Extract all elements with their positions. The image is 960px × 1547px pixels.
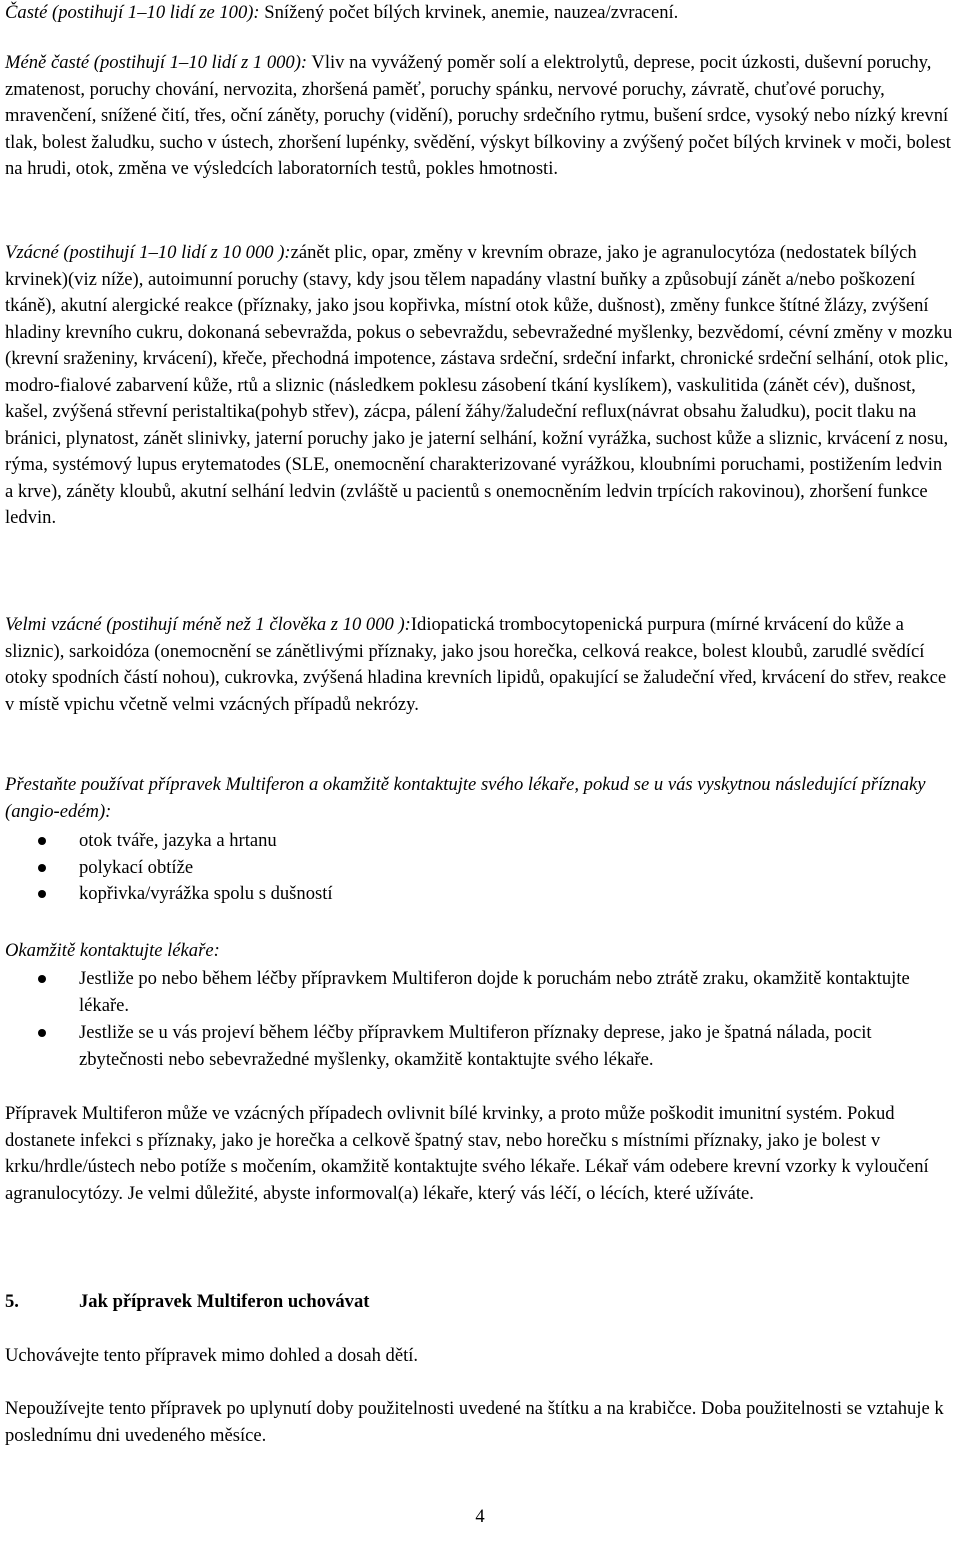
uncommon-side-effects-text: Vliv na vyvážený poměr solí a elektrolytů, deprese, pocit úzkosti, duševní poruchy, zmatenost, poruchy chování, nervozita, zhoršená paměť, poruchy spánku, nervové poruchy, závratě, chuťové poruchy, mravenčení, snížené čití, třes, oční záněty, poruchy (vidění), poruchy srdečního rytmu, bušení srdce, vysoký nebo nízký krevní tlak, bolest žaludku, sucho v ústech, zhoršení lupénky, svědění, výskyt bílkoviny a zvýšený počet bílých krvinek v moči, bolest na hrudi, otok, změna ve výsledcích laboratorních testů, pokles hmotnosti. [5, 52, 951, 179]
stop-using-warning: Přestaňte používat přípravek Multiferon a okamžitě kontaktujte svého lékaře, pokud se u vás vyskytnou následující příznaky (angio-edém): [5, 774, 926, 822]
expiry-date-text: Nepoužívejte tento přípravek po uplynutí doby použitelnosti uvedené na štítku a na krabičce. Doba použitelnosti se vztahuje k poslednímu dni uvedeného měsíce. [5, 1398, 944, 1446]
bullet-icon [38, 837, 46, 845]
section-number: 5. [5, 1291, 19, 1312]
list-item [5, 881, 955, 908]
very-rare-side-effects-text: Idiopatická trombocytopenická purpura (mírné krvácení do kůže a sliznic), sarkoidóza (onemocnění se zánětlivými příznaky, jako jsou horečka, celková reakce, bolest kloubů, zarudlé svědící otoky spodních částí nohou), cukrovka, zvýšená hladina krevních lipidů, opakující se žaludeční vřed, krvácení do střev, reakce v místě vpichu včetně velmi vzácných případů nekrózy. [5, 614, 947, 715]
section-5-heading [5, 1289, 369, 1316]
list-item-text: otok tváře, jazyka a hrtanu [79, 830, 277, 851]
keep-away-from-children-text: Uchovávejte tento přípravek mimo dohled a dosah dětí. [5, 1345, 419, 1366]
contact-doctor-heading: Okamžitě kontaktujte lékaře: [5, 940, 220, 961]
bullet-icon [38, 1029, 46, 1037]
list-item [5, 828, 955, 855]
bullet-icon [38, 864, 46, 872]
common-side-effects-paragraph [5, 0, 678, 27]
uncommon-frequency-label: Méně časté (postihují 1–10 lidí z 1 000): [5, 52, 308, 73]
bullet-icon [38, 890, 46, 898]
list-item-text: kopřivka/vyrážka spolu s dušností [79, 883, 333, 904]
page-number: 4 [475, 1506, 485, 1527]
bullet-icon [38, 975, 46, 983]
section-title: Jak přípravek Multiferon uchovávat [79, 1291, 370, 1312]
list-item-text: Jestliže po nebo během léčby přípravkem Multiferon dojde k poruchám nebo ztrátě zraku, okamžitě kontaktujte lékaře. [79, 968, 910, 1016]
angioedema-symptom-list [5, 828, 955, 908]
common-frequency-label: Časté (postihují 1–10 lidí ze 100): [5, 2, 260, 23]
rare-frequency-label: Vzácné (postihují 1–10 lidí z 10 000 ): [5, 242, 291, 263]
white-blood-cells-note: Přípravek Multiferon může ve vzácných případech ovlivnit bílé krvinky, a proto může poškodit imunitní systém. Pokud dostanete infekci s příznaky, jako je horečka a celkově špatný stav, nebo horečku s místními příznaky, jako je bolest v krku/hrdle/ústech nebo potíže s močením, okamžitě kontaktujte svého lékaře. Lékař vám odebere krevní vzorky k vyloučení agranulocytózy. Je velmi důležité, abyste informoval(a) lékaře, který vás léčí, o lécích, které užíváte. [5, 1103, 929, 1204]
list-item [5, 1020, 955, 1073]
list-item-text: Jestliže se u vás projeví během léčby přípravkem Multiferon příznaky deprese, jako je špatná nálada, pocit zbytečnosti nebo sebevražedné myšlenky, okamžitě kontaktujte svého lékaře. [79, 1022, 872, 1070]
list-item [5, 966, 955, 1019]
rare-side-effects-text: zánět plic, opar, změny v krevním obraze, jako je agranulocytóza (nedostatek bílých krvinek)(viz níže), autoimunní poruchy (stavy, kdy jsou tělem napadány vlastní buňky a způsobují zánět a/nebo poškození tkáně), akutní alergické reakce (příznaky, jako jsou kopřivka, místní otok kůže, dušnost), změny funkce štítné žlázy, zvýšení hladiny krevního cukru, dokonaná sebevražda, pokus o sebevraždu, sebevražedné myšlenky, bezvědomí, cévní změny v mozku (krevní sraženiny, krvácení), křeče, přechodná impotence, zástava srdeční, srdeční infarkt, chronické srdeční selhání, otok plic, modro-fialové zabarvení kůže, rtů a sliznic (následkem poklesu zásobení tkání kyslíkem), vaskulitida (zánět cév), dušnost, kašel, zvýšená střevní peristaltika(pohyb střev), zácpa, pálení žáhy/žaludeční reflux(návrat obsahu žaludku), pocit tlaku na bránici, plynatost, zánět slinivky, jaterní poruchy jako je jaterní selhání, kožní vyrážka, suchost kůže a sliznic, krvácení z nosu, rýma, systémový lupus erytematodes (SLE, onemocnění charakterizované vyrážkou, kloubními poruchami, postižením ledvin a krve), záněty kloubů, akutní selhání ledvin (zvláště u pacientů s onemocněním ledvin trpících rakovinou), zhoršení funkce ledvin. [5, 242, 953, 528]
uncommon-side-effects-paragraph [5, 50, 955, 183]
list-item [5, 855, 955, 882]
rare-side-effects-paragraph [5, 240, 955, 532]
contact-doctor-list [5, 966, 955, 1074]
very-rare-frequency-label: Velmi vzácné (postihují méně než 1 člověka z 10 000 ): [5, 614, 411, 635]
list-item-text: polykací obtíže [79, 856, 194, 878]
common-side-effects-text: Snížený počet bílých krvinek, anemie, nauzea/zvracení. [259, 2, 679, 23]
very-rare-side-effects-paragraph [5, 612, 955, 718]
